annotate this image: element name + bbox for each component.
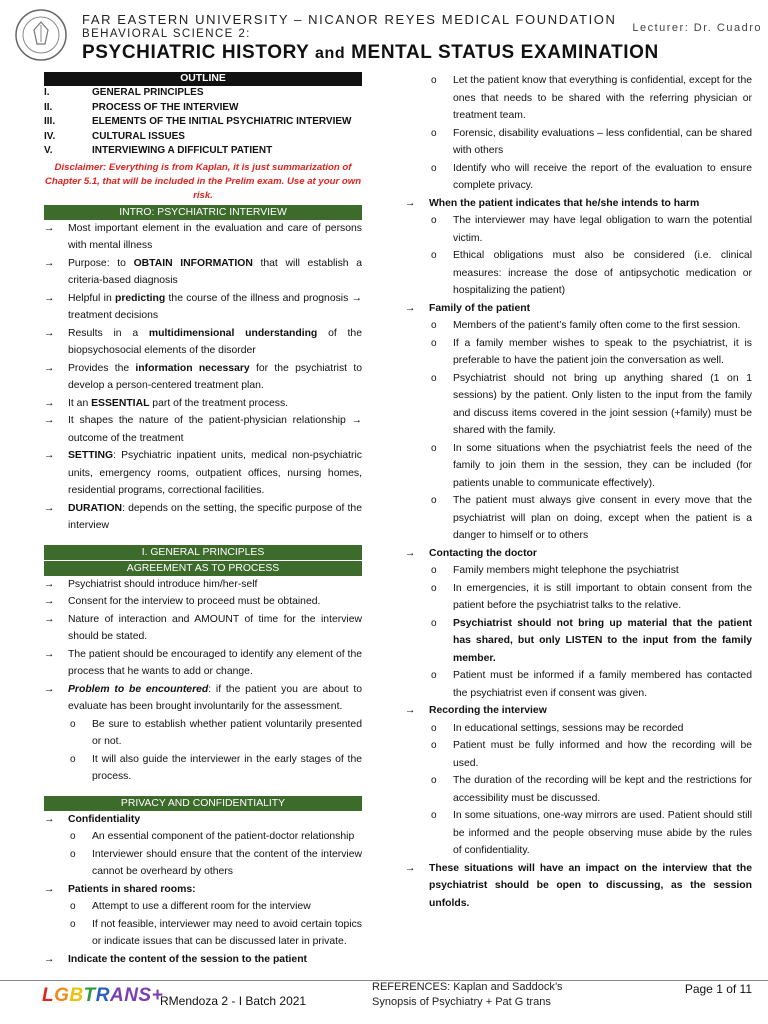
sub-item-text: If a family member wishes to speak to the psychiatrist, it is preferable to have the patient join the conversation as well. (453, 337, 752, 366)
intro-item-text (68, 395, 362, 413)
bullet-icon: o (431, 162, 437, 174)
lgbtrans-logo: LGBTRANS+ (42, 985, 164, 1006)
sub-item (44, 846, 362, 881)
text-fragment: Results in a (68, 327, 149, 339)
list-item (405, 300, 752, 318)
outline-label: CULTURAL ISSUES (92, 130, 185, 142)
bullet-icon: o (431, 722, 437, 734)
list-item (405, 195, 752, 213)
text-fragment: the course of the illness and prognosis → treatment decisions (68, 292, 362, 321)
outline-heading: OUTLINE (44, 72, 362, 86)
outline-item (44, 101, 362, 116)
arrow-icon: → (44, 292, 55, 304)
bold-fragment: information necessary (135, 362, 250, 374)
sub-item (405, 440, 752, 493)
sub-item (405, 335, 752, 370)
bullet-icon: o (431, 127, 437, 139)
arrow-icon: → (44, 502, 55, 514)
sub-item-text: In educational settings, sessions may be recorded (453, 722, 684, 734)
bullet-icon: o (431, 810, 437, 821)
sub-item-text: If not feasible, interviewer may need to avoid certain topics or indicate issues that can be discussed later in private. (92, 918, 362, 947)
intro-item-text (68, 220, 362, 255)
university-name: FAR EASTERN UNIVERSITY – NICANOR REYES MEDICAL FOUNDATION (82, 12, 617, 27)
intro-list (44, 220, 362, 535)
sub-item-text: Ethical obligations must also be considered (i.e. clinical measures: increase the dose of antipsychotic medication or hospitalizing the patient) (453, 250, 752, 296)
page-title (82, 42, 659, 64)
list-item-text: Nature of interaction and AMOUNT of time for the interview should be stated. (68, 613, 362, 642)
reference-line: REFERENCES: Kaplan and Saddock’s (372, 981, 563, 993)
sub-item (405, 370, 752, 440)
shared-rooms-label: Patients in shared rooms: (68, 883, 196, 895)
arrow-icon: → (44, 683, 55, 695)
arrow-icon: → (44, 613, 55, 625)
list-item (44, 681, 362, 716)
bullet-icon: o (431, 320, 437, 331)
sub-item-text: Psychiatrist should not bring up material that the patient has shared, but only LISTEN to the input from the family member. (453, 617, 752, 664)
privacy-heading: PRIVACY AND CONFIDENTIALITY (44, 796, 362, 811)
title-part-a: PSYCHIATRIC HISTORY (82, 42, 315, 63)
text-fragment: It an (68, 397, 92, 409)
problem-text: : if the patient you are about to evaluate has been brought involuntarily for the assessment. (68, 683, 362, 712)
bullet-icon: o (431, 75, 437, 86)
text-fragment: of the biopsychosocial elements of the disorder (68, 327, 362, 356)
sub-item (405, 125, 752, 160)
harm-label: When the patient indicates that he/she intends to harm (429, 197, 700, 209)
lecturer: Lecturer: Dr. Cuadro (632, 22, 762, 34)
intro-item (44, 395, 362, 413)
arrow-icon: → (44, 257, 55, 269)
intro-heading: INTRO: PSYCHIATRIC INTERVIEW (44, 205, 362, 220)
bullet-icon: o (431, 337, 437, 349)
arrow-icon: → (405, 302, 416, 314)
indicate-content-label: Indicate the content of the session to the patient (68, 953, 308, 965)
intro-item (44, 500, 362, 535)
arrow-icon: → (44, 596, 55, 607)
outline-num: I. (44, 87, 50, 98)
intro-item (44, 325, 362, 360)
sub-item (44, 916, 362, 951)
list-item (44, 593, 362, 611)
subject-name: BEHAVIORAL SCIENCE 2: (82, 28, 251, 40)
outline-item (44, 115, 362, 130)
outline-item (44, 144, 362, 159)
bullet-icon: o (431, 495, 437, 506)
sub-item-text: Patient must be informed if a family membered has contacted the psychiatrist even if consent was given. (453, 670, 752, 699)
text-fragment: that will establish a criteria-based diagnosis (68, 257, 362, 286)
sub-item (405, 492, 752, 545)
footer-references (372, 980, 563, 1010)
list-item (44, 611, 362, 646)
footer-author: RMendoza 2 - I Batch 2021 (160, 994, 307, 1008)
intro-item-text (68, 360, 362, 395)
bullet-icon: o (431, 565, 437, 576)
arrow-icon: → (405, 862, 416, 874)
bullet-icon: o (431, 442, 437, 454)
sub-item (405, 615, 752, 668)
intro-item-text (68, 412, 362, 447)
bold-fragment: ESSENTIAL (91, 397, 150, 409)
arrow-icon: → (405, 705, 416, 716)
bold-fragment: predicting (115, 292, 166, 304)
disclaimer: Disclaimer: Everything is from Kaplan, it is just summarization of Chapter 5.1, that will be included in the Prelim exam. Use at your own risk. (44, 161, 362, 201)
problem-label: Problem to be encountered (68, 683, 209, 695)
outline-num: V. (44, 145, 53, 156)
sub-item-text: Psychiatrist should not bring up anything shared (1 on 1 sessions) by the patient. Only listen to the input from the family and discuss items covered in the joint session (+family) must be shared with the family. (453, 372, 752, 436)
sub-item-text: The duration of the recording will be kept and the restrictions for accessibility must be discussed. (453, 775, 752, 804)
bullet-icon: o (70, 718, 76, 730)
sub-item-text: Members of the patient’s family often come to the first session. (453, 320, 741, 331)
family-label: Family of the patient (429, 302, 531, 314)
sub-item-text: Interviewer should ensure that the content of the interview cannot be overheard by others (92, 848, 362, 877)
outline-label: GENERAL PRINCIPLES (92, 87, 204, 98)
list-item (44, 881, 362, 899)
list-item (405, 860, 752, 913)
sub-item-text: Attempt to use a different room for the interview (92, 901, 311, 912)
arrow-icon: → (44, 327, 55, 339)
outline-label: INTERVIEWING A DIFFICULT PATIENT (92, 145, 273, 156)
arrow-icon: → (44, 953, 55, 965)
sub-item (405, 317, 752, 335)
agreement-heading: AGREEMENT AS TO PROCESS (44, 561, 362, 576)
outline-num: III. (44, 116, 56, 127)
intro-item-text (68, 325, 362, 360)
bullet-icon: o (431, 215, 437, 226)
sub-item (405, 807, 752, 860)
text-fragment: It shapes the nature of the patient-physician relationship → outcome of the treatment (68, 415, 362, 444)
text-fragment: Provides the (68, 362, 136, 374)
title-and: and (315, 45, 346, 62)
general-principles-heading: I. GENERAL PRINCIPLES (44, 545, 362, 560)
intro-item-text (68, 500, 362, 535)
page-number: Page 1 of 11 (684, 982, 752, 996)
bullet-icon: o (431, 250, 437, 261)
sub-item (405, 247, 752, 300)
intro-item (44, 360, 362, 395)
arrow-icon: → (405, 197, 416, 209)
sub-item-text: In some situations, one-way mirrors are used. Patient should still be informed and the people observing muse abide by the rules of confidentiality. (453, 810, 752, 856)
sub-item-text: Be sure to establish whether patient voluntarily presented or not. (92, 718, 362, 747)
arrow-icon: → (44, 362, 55, 374)
bullet-icon: o (70, 848, 76, 860)
general-list (44, 576, 362, 681)
text-fragment: : depends on the setting, the specific purpose of the interview (68, 502, 362, 531)
bullet-icon: o (431, 372, 437, 384)
bullet-icon: o (431, 582, 437, 594)
sub-item-text: Family members might telephone the psychiatrist (453, 565, 679, 576)
text-fragment: for the psychiatrist to develop a person-centered treatment plan. (68, 362, 362, 391)
list-item-text: Consent for the interview to proceed must be obtained. (68, 596, 321, 607)
recording-label: Recording the interview (429, 705, 547, 716)
sub-item-text: It will also guide the interviewer in the early stages of the process. (92, 753, 362, 782)
list-item (44, 951, 362, 969)
bullet-icon: o (431, 740, 437, 751)
confidentiality-label: Confidentiality (68, 813, 141, 825)
outline-label: PROCESS OF THE INTERVIEW (92, 101, 239, 113)
intro-item-text (68, 255, 362, 290)
arrow-icon: → (44, 450, 55, 461)
list-item-text: Psychiatrist should introduce him/her-self (68, 578, 258, 590)
bold-fragment: SETTING (68, 450, 114, 461)
left-column (44, 72, 362, 968)
sub-item-text: In some situations when the psychiatrist feels the need of the family to join them in the session, they can be included (for patients unable to communicate effectively). (453, 442, 752, 489)
sub-item (405, 667, 752, 702)
intro-item (44, 447, 362, 500)
list-item (44, 576, 362, 594)
bullet-icon: o (70, 918, 76, 930)
text-fragment: Most important element in the evaluation and care of persons with mental illness (68, 222, 362, 251)
reference-line: Synopsis of Psychiatry + Pat G trans (372, 996, 551, 1008)
outline-num: IV. (44, 130, 56, 142)
arrow-icon: → (44, 397, 55, 409)
sub-item-text: Forensic, disability evaluations – less confidential, can be shared with others (453, 127, 752, 156)
sub-item-text: The interviewer may have legal obligation to warn the potential victim. (453, 215, 752, 244)
closing-note: These situations will have an impact on the interview that the psychiatrist should be open to discussing, as the session unfolds. (429, 862, 752, 909)
bullet-icon: o (431, 775, 437, 786)
text-fragment: part of the treatment process. (149, 397, 289, 409)
sub-item-text: The patient must always give consent in every move that the psychiatrist will plan on doing, except when the patient is a danger to himself or to others (453, 495, 752, 541)
sub-item (405, 737, 752, 772)
title-part-b: MENTAL STATUS EXAMINATION (345, 42, 659, 63)
list-item (44, 646, 362, 681)
bullet-icon: o (431, 670, 437, 681)
arrow-icon: → (44, 222, 55, 234)
intro-item (44, 255, 362, 290)
arrow-icon: → (44, 578, 55, 590)
list-item (405, 702, 752, 720)
intro-item-text (68, 447, 362, 500)
sub-item-text: Let the patient know that everything is confidential, except for the ones that needs to be shared with the referring physician or treatment team. (453, 75, 752, 121)
bullet-icon: o (70, 901, 76, 912)
intro-item (44, 412, 362, 447)
text-fragment: Purpose: to (68, 257, 134, 269)
sub-item (44, 828, 362, 846)
sub-item (405, 562, 752, 580)
arrow-icon: → (44, 415, 55, 426)
contact-label: Contacting the doctor (429, 547, 537, 559)
sub-item-text: An essential component of the patient-doctor relationship (92, 831, 355, 842)
feu-nrmf-seal-icon (14, 8, 68, 62)
intro-item (44, 220, 362, 255)
intro-item-text (68, 290, 362, 325)
bold-fragment: multidimensional understanding (148, 327, 318, 339)
sub-item-text: Patient must be fully informed and how the recording will be used. (453, 740, 752, 769)
bullet-icon: o (431, 617, 437, 629)
intro-item (44, 290, 362, 325)
right-column (405, 72, 752, 912)
arrow-icon: → (44, 813, 55, 825)
arrow-icon: → (405, 547, 416, 559)
outline-item (44, 130, 362, 145)
sub-item (405, 772, 752, 807)
list-item (405, 545, 752, 563)
sub-item (405, 580, 752, 615)
bold-fragment: DURATION (68, 502, 123, 514)
sub-item-text: In emergencies, it is still important to obtain consent from the patient before the psychiatrist talks to the relative. (453, 582, 752, 611)
outline-item (44, 86, 362, 101)
sub-item (405, 212, 752, 247)
sub-item (405, 720, 752, 738)
bold-fragment: OBTAIN INFORMATION (133, 257, 253, 269)
outline-num: II. (44, 101, 53, 113)
sub-item-text: Identify who will receive the report of the evaluation to ensure complete privacy. (453, 162, 752, 191)
outline-label: ELEMENTS OF THE INITIAL PSYCHIATRIC INTERVIEW (92, 116, 352, 127)
text-fragment: : Psychiatric inpatient units, medical non-psychiatric units, emergency rooms, outpatient offices, nursing homes, residential programs, correctional facilities. (68, 450, 362, 496)
arrow-icon: → (44, 648, 55, 660)
sub-item (405, 160, 752, 195)
sub-item (44, 898, 362, 916)
bullet-icon: o (70, 753, 76, 765)
sub-item (405, 72, 752, 125)
list-item-text: The patient should be encouraged to identify any element of the process that he wants to add or change. (68, 648, 362, 677)
arrow-icon: → (44, 883, 55, 895)
list-item (44, 811, 362, 829)
sub-item (44, 716, 362, 751)
bullet-icon: o (70, 831, 76, 842)
text-fragment: Helpful in (68, 292, 116, 304)
sub-item (44, 751, 362, 786)
